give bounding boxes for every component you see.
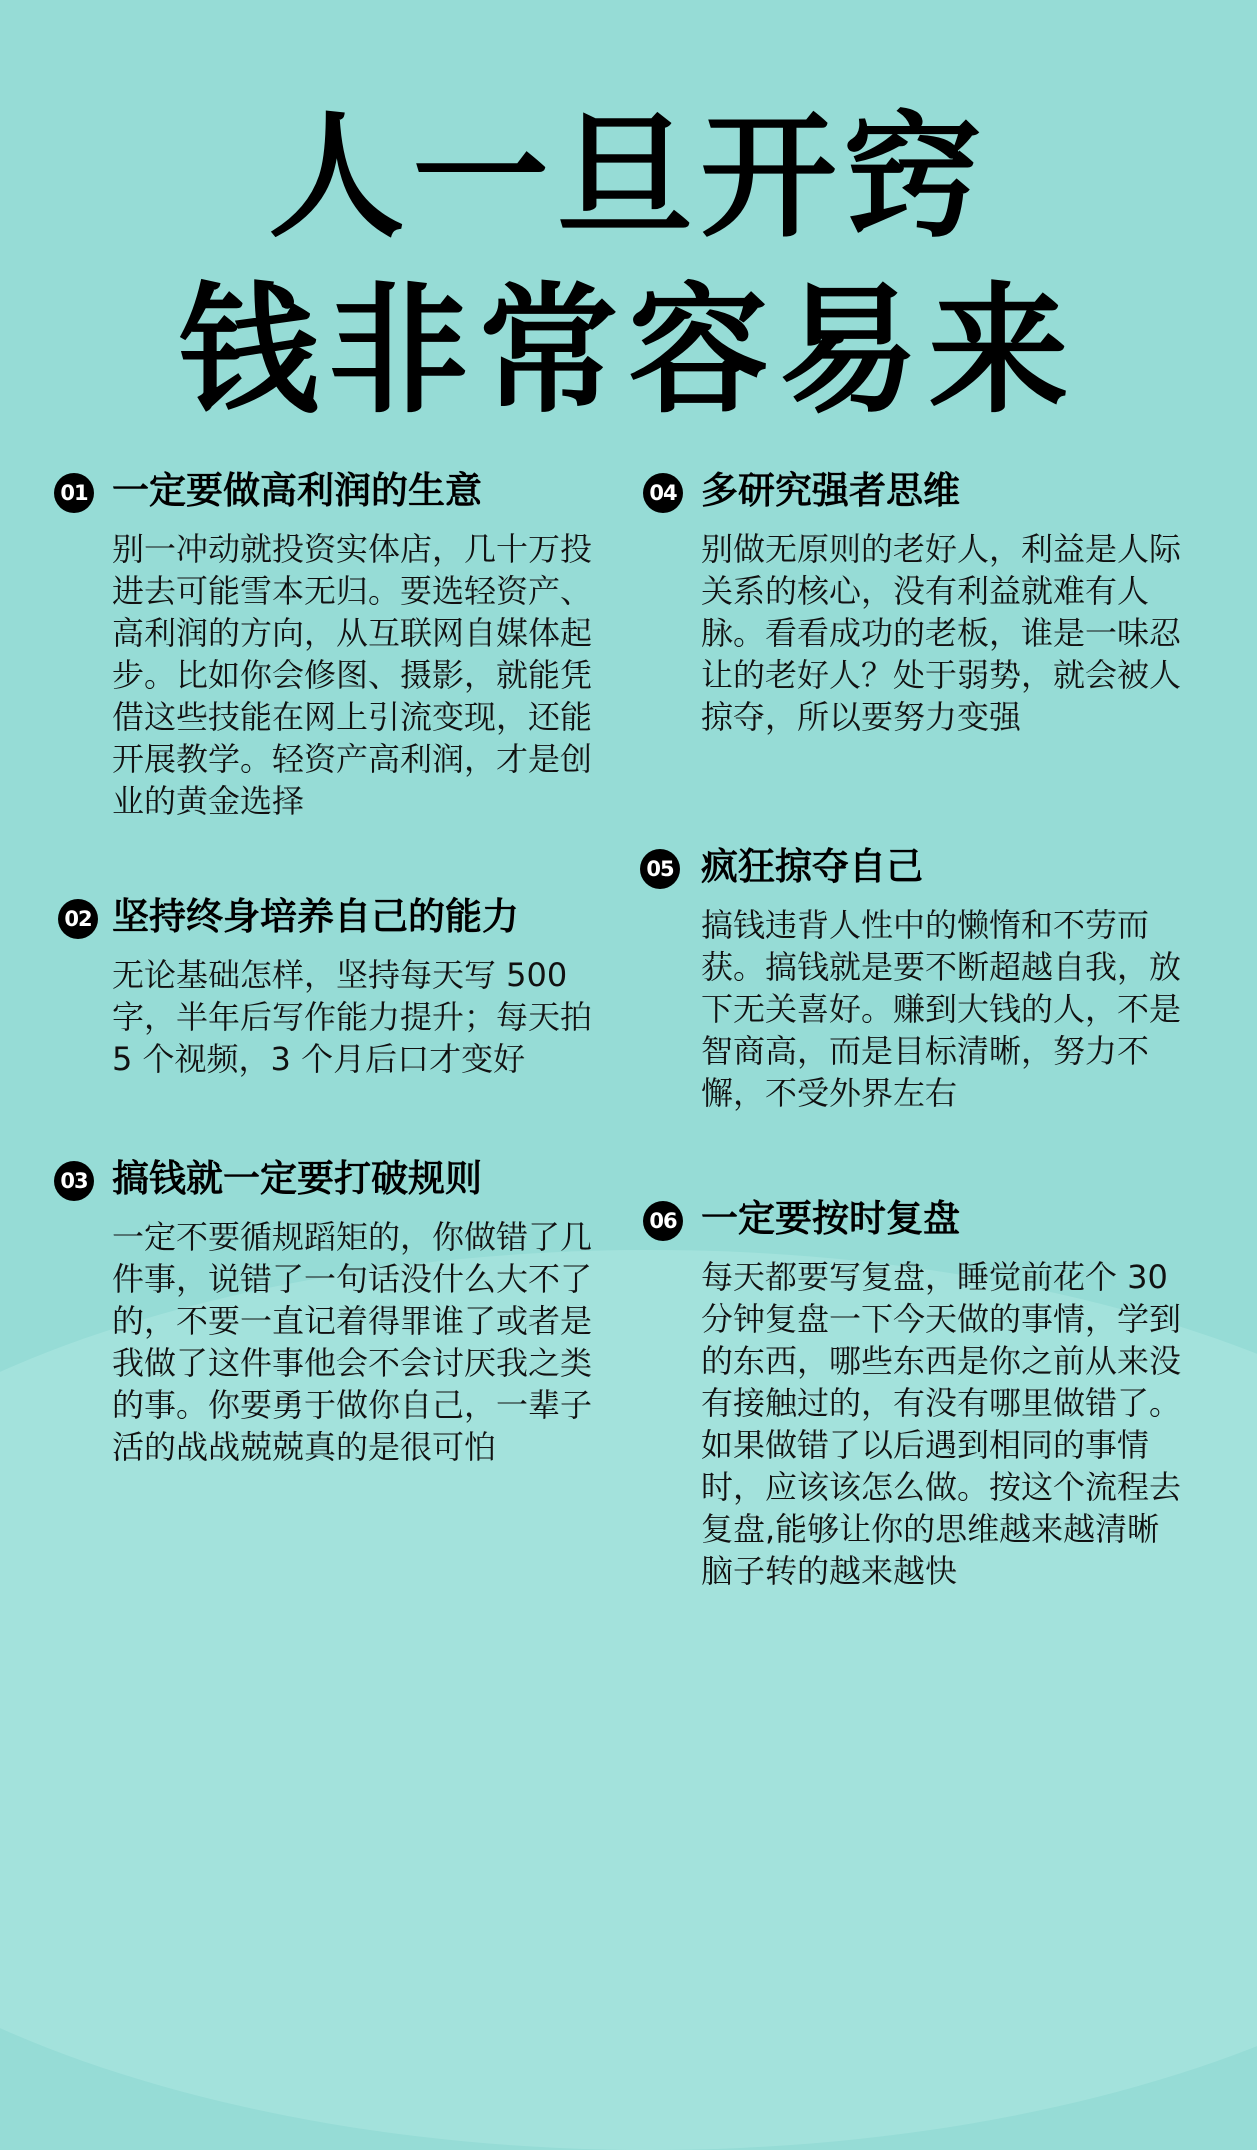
section-heading: 一定要按时复盘 bbox=[701, 1197, 960, 1240]
section-heading: 一定要做高利润的生意 bbox=[112, 469, 482, 512]
page-title-line-1: 人一旦开窍 bbox=[268, 99, 989, 257]
section-heading: 疯狂掠夺自己 bbox=[701, 845, 923, 888]
number-badge: 03 bbox=[54, 1161, 94, 1201]
page-title-line-2: 钱非常容易来 bbox=[178, 270, 1079, 433]
number-badge: 01 bbox=[54, 473, 94, 513]
number-badge: 02 bbox=[58, 899, 98, 939]
section-header bbox=[643, 1196, 1191, 1242]
section-heading: 搞钱就一定要打破规则 bbox=[112, 1157, 482, 1200]
number-badge: 06 bbox=[643, 1201, 683, 1241]
section-heading: 坚持终身培养自己的能力 bbox=[112, 895, 519, 938]
section-body: 无论基础怎样，坚持每天写 500 字，半年后写作能力提升；每天拍 5 个视频，3 个月后口才变好 bbox=[112, 956, 593, 1078]
section-06 bbox=[643, 1196, 1191, 1592]
section-header bbox=[54, 1156, 602, 1202]
section-header bbox=[58, 894, 602, 940]
section-body: 别做无原则的老好人，利益是人际关系的核心，没有利益就难有人脉。看看成功的老板，谁是一味忍让的老好人？处于弱势，就会被人掠夺，所以要努力变强 bbox=[701, 530, 1182, 736]
section-body: 每天都要写复盘，睡觉前花个 30 分钟复盘一下今天做的事情，学到的东西，哪些东西是你之前从来没有接触过的，有没有哪里做错了。如果做错了以后遇到相同的事情时，应该该怎么做。按这个流程去复盘,能够让你的思维越来越清晰脑子转的越来越快 bbox=[701, 1258, 1182, 1590]
number-badge: 04 bbox=[643, 473, 683, 513]
section-03 bbox=[54, 1156, 602, 1468]
section-body: 别一冲动就投资实体店，几十万投进去可能雪本无归。要选轻资产、高利润的方向，从互联网自媒体起步。比如你会修图、摄影，就能凭借这些技能在网上引流变现，还能开展教学。轻资产高利润，才是创业的黄金选择 bbox=[112, 530, 593, 820]
number-badge: 05 bbox=[640, 849, 680, 889]
section-04 bbox=[643, 468, 1191, 738]
section-header bbox=[54, 468, 602, 514]
section-body: 搞钱违背人性中的懒惰和不劳而获。搞钱就是要不断超越自我，放下无关喜好。赚到大钱的人，不是智商高，而是目标清晰，努力不懈，不受外界左右 bbox=[701, 906, 1182, 1112]
section-heading: 多研究强者思维 bbox=[701, 469, 960, 512]
section-header bbox=[640, 844, 1191, 890]
section-body: 一定不要循规蹈矩的，你做错了几件事，说错了一句话没什么大不了的，不要一直记着得罪谁了或者是我做了这件事他会不会讨厌我之类的事。你要勇于做你自己，一辈子活的战战兢兢真的是很可怕 bbox=[112, 1218, 593, 1466]
section-02 bbox=[58, 894, 602, 1080]
section-01 bbox=[54, 468, 602, 822]
section-05 bbox=[640, 844, 1191, 1114]
section-header bbox=[643, 468, 1191, 514]
